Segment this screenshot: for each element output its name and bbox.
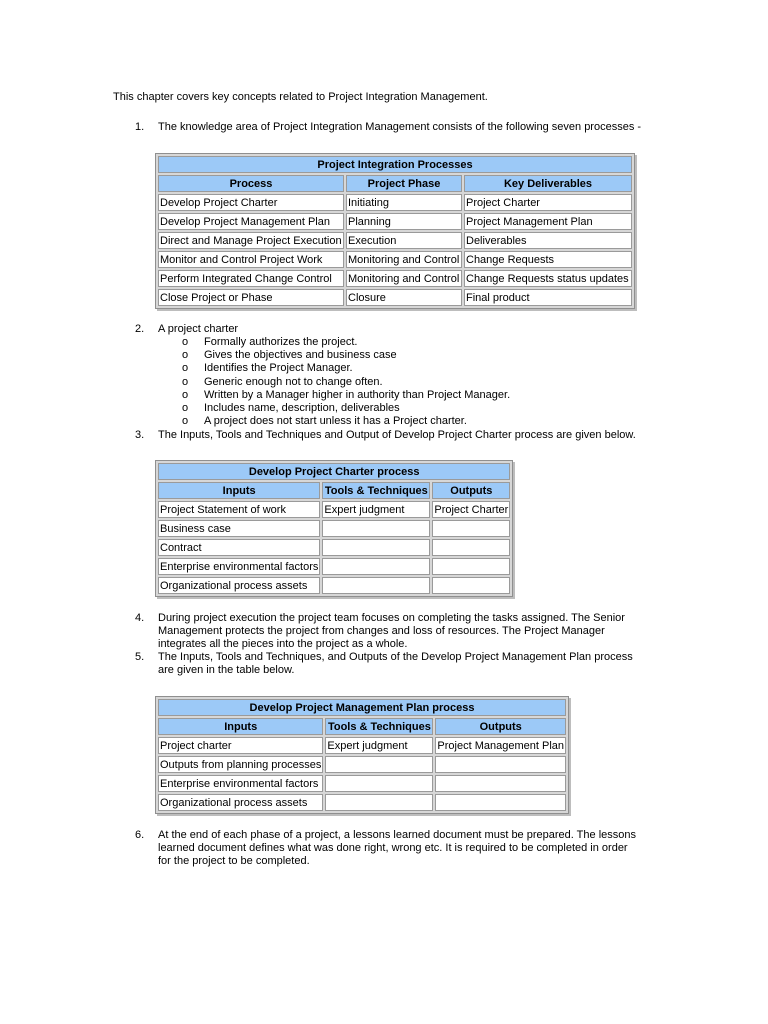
table-cell: Final product <box>464 289 632 306</box>
table-cell <box>432 558 510 575</box>
item-text-5: The Inputs, Tools and Techniques, and Outputs of the Develop Project Management Plan process are given in the table below. <box>158 651 633 677</box>
table-cell: Project Statement of work <box>158 501 320 518</box>
list-item: o Identifies the Project Manager. <box>182 362 353 375</box>
table-cell: Enterprise environmental factors <box>158 775 323 792</box>
column-header: Inputs <box>158 718 323 735</box>
item-text-2: A project charter <box>158 323 239 335</box>
table-cell: Direct and Manage Project Execution <box>158 232 344 249</box>
table-caption: Project Integration Processes <box>158 156 632 173</box>
item-text-1: The knowledge area of Project Integration Management consists of the following seven processes - <box>158 121 642 133</box>
table-cell: Change Requests <box>464 251 632 268</box>
table-cell <box>322 577 430 594</box>
table-cell <box>432 577 510 594</box>
table-cell <box>325 794 433 811</box>
table-row <box>158 737 566 754</box>
column-header: Outputs <box>435 718 566 735</box>
item-number-1: 1. <box>135 121 145 133</box>
table-row <box>158 501 510 518</box>
list-item: o Formally authorizes the project. <box>182 336 358 348</box>
table-caption: Develop Project Management Plan process <box>158 699 566 716</box>
table-caption: Develop Project Charter process <box>158 463 510 480</box>
table-cell: Closure <box>346 289 462 306</box>
table-cell: Enterprise environmental factors <box>158 558 320 575</box>
item-text-6: At the end of each phase of a project, a lessons learned document must be prepared. The lessons learned document defines what was done right, wrong etc. It is required to be completed in order for the project to be completed. <box>158 829 636 868</box>
table-row <box>158 213 632 230</box>
table-cell: Contract <box>158 539 320 556</box>
table-cell: Develop Project Charter <box>158 194 344 211</box>
charter-bullet-list <box>182 336 510 428</box>
table-row <box>158 558 510 575</box>
project-integration-processes-table <box>155 153 635 309</box>
list-item: o Includes name, description, deliverables <box>182 401 400 414</box>
column-header: Process <box>158 175 344 192</box>
table-row <box>158 775 566 792</box>
table-cell: Project Management Plan <box>435 737 566 754</box>
column-header: Tools & Techniques <box>325 718 433 735</box>
column-header: Project Phase <box>346 175 462 192</box>
table-cell: Monitor and Control Project Work <box>158 251 344 268</box>
bullet-marker: o <box>182 336 189 348</box>
table-cell: Project Charter <box>464 194 632 211</box>
table-cell: Project Charter <box>432 501 510 518</box>
item-number-5: 5. <box>135 651 145 663</box>
table-row <box>158 289 632 306</box>
table-cell: Project Management Plan <box>464 213 632 230</box>
item-text-4: During project execution the project team focuses on completing the tasks assigned. The Senior Management protects the project from changes and loss of resources. The Project Manager integrates all the pieces into the project as a whole. <box>158 612 625 651</box>
table-row <box>158 520 510 537</box>
table-cell: Execution <box>346 232 462 249</box>
table-cell: Monitoring and Control <box>346 270 462 287</box>
list-item: o Gives the objectives and business case <box>182 349 397 362</box>
table-row <box>158 539 510 556</box>
column-header: Outputs <box>432 482 510 499</box>
list-item: o Generic enough not to change often. <box>182 375 383 388</box>
table-cell <box>322 539 430 556</box>
table-cell: Outputs from planning processes <box>158 756 323 773</box>
table-cell: Business case <box>158 520 320 537</box>
item-number-4: 4. <box>135 612 145 624</box>
list-item: o A project does not start unless it has a Project charter. <box>182 415 467 428</box>
table-cell: Organizational process assets <box>158 577 320 594</box>
bullet-marker: o <box>182 349 189 362</box>
column-header: Inputs <box>158 482 320 499</box>
table-row <box>158 756 566 773</box>
table-cell <box>325 775 433 792</box>
table-cell: Close Project or Phase <box>158 289 344 306</box>
table-cell <box>322 558 430 575</box>
develop-pm-plan-table <box>155 696 569 814</box>
table-cell: Project charter <box>158 737 323 754</box>
table-cell: Change Requests status updates <box>464 270 632 287</box>
item-number-2: 2. <box>135 323 145 335</box>
table-cell: Monitoring and Control <box>346 251 462 268</box>
table-cell: Perform Integrated Change Control <box>158 270 344 287</box>
bullet-marker: o <box>182 401 189 414</box>
table-cell: Develop Project Management Plan <box>158 213 344 230</box>
intro-text: This chapter covers key concepts related to Project Integration Management. <box>113 91 488 103</box>
table-cell <box>432 520 510 537</box>
table-cell: Initiating <box>346 194 462 211</box>
list-item: o Written by a Manager higher in authority than Project Manager. <box>182 388 511 401</box>
table-row <box>158 577 510 594</box>
column-header: Tools & Techniques <box>322 482 430 499</box>
item-text-3: The Inputs, Tools and Techniques and Output of Develop Project Charter process are given below. <box>158 429 636 441</box>
table-row <box>158 270 632 287</box>
table-cell: Deliverables <box>464 232 632 249</box>
table-cell: Planning <box>346 213 462 230</box>
table-cell <box>432 539 510 556</box>
table-cell <box>435 775 566 792</box>
bullet-marker: o <box>182 388 189 401</box>
table-row <box>158 194 632 211</box>
table-cell <box>435 794 566 811</box>
table-row <box>158 794 566 811</box>
table-cell <box>322 520 430 537</box>
table-cell: Organizational process assets <box>158 794 323 811</box>
bullet-marker: o <box>182 375 189 388</box>
item-number-6: 6. <box>135 829 145 841</box>
bullet-marker: o <box>182 415 189 428</box>
table-cell <box>435 756 566 773</box>
table-cell: Expert judgment <box>322 501 430 518</box>
item-number-3: 3. <box>135 429 145 441</box>
table-row <box>158 251 632 268</box>
develop-project-charter-table <box>155 460 513 597</box>
column-header: Key Deliverables <box>464 175 632 192</box>
table-cell: Expert judgment <box>325 737 433 754</box>
table-cell <box>325 756 433 773</box>
bullet-marker: o <box>182 362 189 375</box>
table-row <box>158 232 632 249</box>
